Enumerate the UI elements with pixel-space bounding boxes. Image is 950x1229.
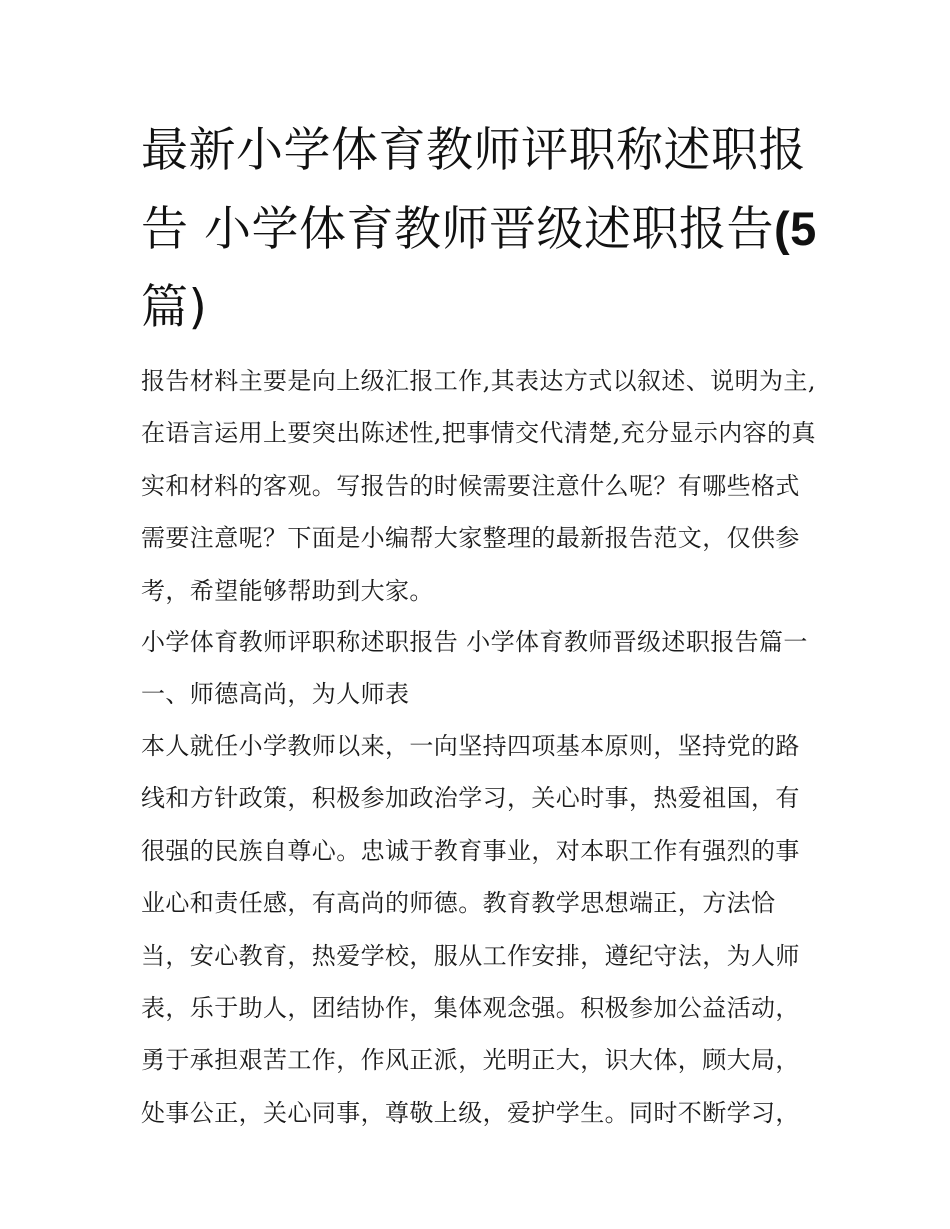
title-count: 5 bbox=[790, 202, 817, 255]
document-body bbox=[141, 355, 821, 1139]
title-main-text: 最新小学体育教师评职称述职报告 小学体育教师晋级述职报告 bbox=[141, 123, 806, 257]
title-suffix: 篇) bbox=[141, 280, 208, 335]
title-open-paren: ( bbox=[773, 202, 791, 255]
intro-paragraph: 报告材料主要是向上级汇报工作,其表达方式以叙述、说明为主,在语言运用上要突出陈述性,把事情交代清楚,充分显示内容的真实和材料的客观。写报告的时候需要注意什么呢？有哪些格式需要注意呢？下面是小编帮大家整理的最新报告范文，仅供参考，希望能够帮助到大家。 bbox=[141, 367, 816, 605]
body-paragraph: 本人就任小学教师以来，一向坚持四项基本原则，坚持党的路线和方针政策，积极参加政治学习，关心时事，热爱祖国，有很强的民族自尊心。忠诚于教育事业，对本职工作有强烈的事业心和责任感，有高尚的师德。教育教学思想端正，方法恰当，安心教育，热爱学校，服从工作安排，遵纪守法，为人师表，乐于助人，团结协作，集体观念强。积极参加公益活动，勇于承担艰苦工作，作风正派，光明正大，识大体，顾大局，处事公正，关心同事，尊敬上级，爱护学生。同时不断学习， bbox=[141, 732, 800, 1127]
section-heading-paragraph: 小学体育教师评职称述职报告 小学体育教师晋级述职报告篇一 一、师德高尚，为人师表 bbox=[141, 628, 808, 708]
document-title bbox=[141, 112, 821, 347]
